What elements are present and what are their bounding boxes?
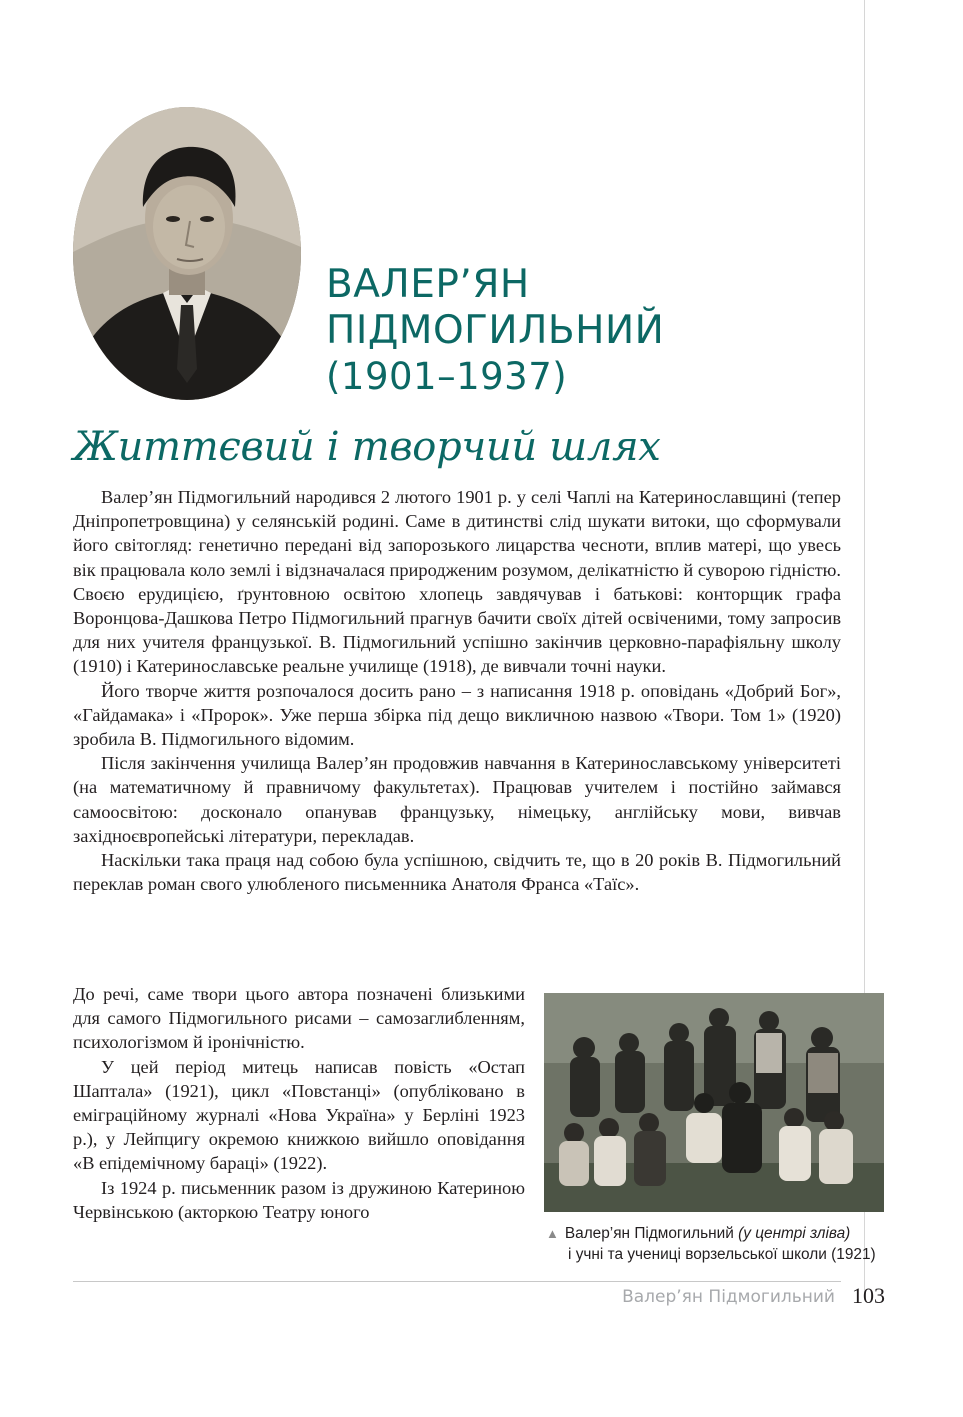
caption-note: (у центрі зліва) [738,1225,851,1242]
body-text-full [73,485,841,896]
school-group-photo [544,993,884,1212]
triangle-marker-icon: ▲ [546,1226,559,1241]
author-first-name: ВАЛЕР’ЯН [326,262,530,307]
author-title [326,262,664,400]
paragraph: Із 1924 р. письменник разом із дружиною Катериною Червінською (акторкою Театру юного [73,1177,525,1222]
paragraph: Його творче життя розпочалося досить рано – з написання 1918 р. оповідань «Добрий Бог», «Гайдамака» і «Пророк». Уже перша збірка під дещо викличною назвою «Твори. Том 1» (1920) зробила В. Підмогильного відомим. [73,680,841,750]
section-heading: Життєвий і творчий шлях [73,424,661,470]
caption-line-2: і учні та учениці ворзельської школи (1921) [568,1246,876,1263]
running-title: Валер’ян Підмогильний [622,1287,835,1307]
page-number: 103 [852,1283,885,1308]
caption-name: Валер’ян Підмогильний [564,1225,739,1242]
paragraph: Валер’ян Підмогильний народився 2 лютого 1901 р. у селі Чаплі на Катеринославщині (тепер Дніпропетровщина) у селянській родині. Саме в дитинстві слід шукати витоки, що сформували його світогляд: генетично передані від запорозького лицарства чесноти, вплив матері, що увесь вік працювала коло землі і відзначалася природженим розумом, делікатністю й суворою гідністю. Своєю ерудицією, ґрунтовною освітою хлопець завдячував і батькові: конторщик графа Воронцова-Дашкова Петро Підмогильний прагнув бачити своїх дітей освіченими, тому запросив для них учителя французької. В. Підмогильний успішно закінчив церковно-парафіяльну школу (1910) і Катеринославське реальне училище (1918), де вивчали точні науки. [73,487,841,677]
paragraph: Наскільки така праця над собою була успішною, свідчить те, що в 20 років В. Підмогильний переклав роман свого улюбленого письменника Анатоля Франса «Таїс». [73,850,841,895]
paragraph: До речі, саме твори цього автора позначені близькими для самого Підмогильного рисами – самозаглибленням, психологізмом й іронічністю. [73,984,525,1053]
author-years: (1901–1937) [326,355,568,398]
photo-caption [546,1223,886,1265]
author-last-name: ПІДМОГИЛЬНИЙ [326,308,665,353]
body-text-narrow [73,982,525,1224]
footer-rule [73,1281,841,1282]
author-portrait [73,107,301,400]
paragraph: У цей період митець написав повість «Остап Шаптала» (1921), цикл «Повстанці» (опубліковано в еміграційному журналі «Нова Україна» у Берліні 1923 р.), у Лейпцигу окремою книжкою вийшло оповідання «В епідемічному бараці» (1922). [73,1056,525,1174]
paragraph: Після закінчення училища Валер’ян продовжив навчання в Катеринославському університеті (на математичному й правничому факультетах). Працював учителем і постійно займався самоосвітою: досконало опанував французьку, німецьку, англійську мови, вивчав західноєвропейські літератури, перекладав. [73,753,841,846]
